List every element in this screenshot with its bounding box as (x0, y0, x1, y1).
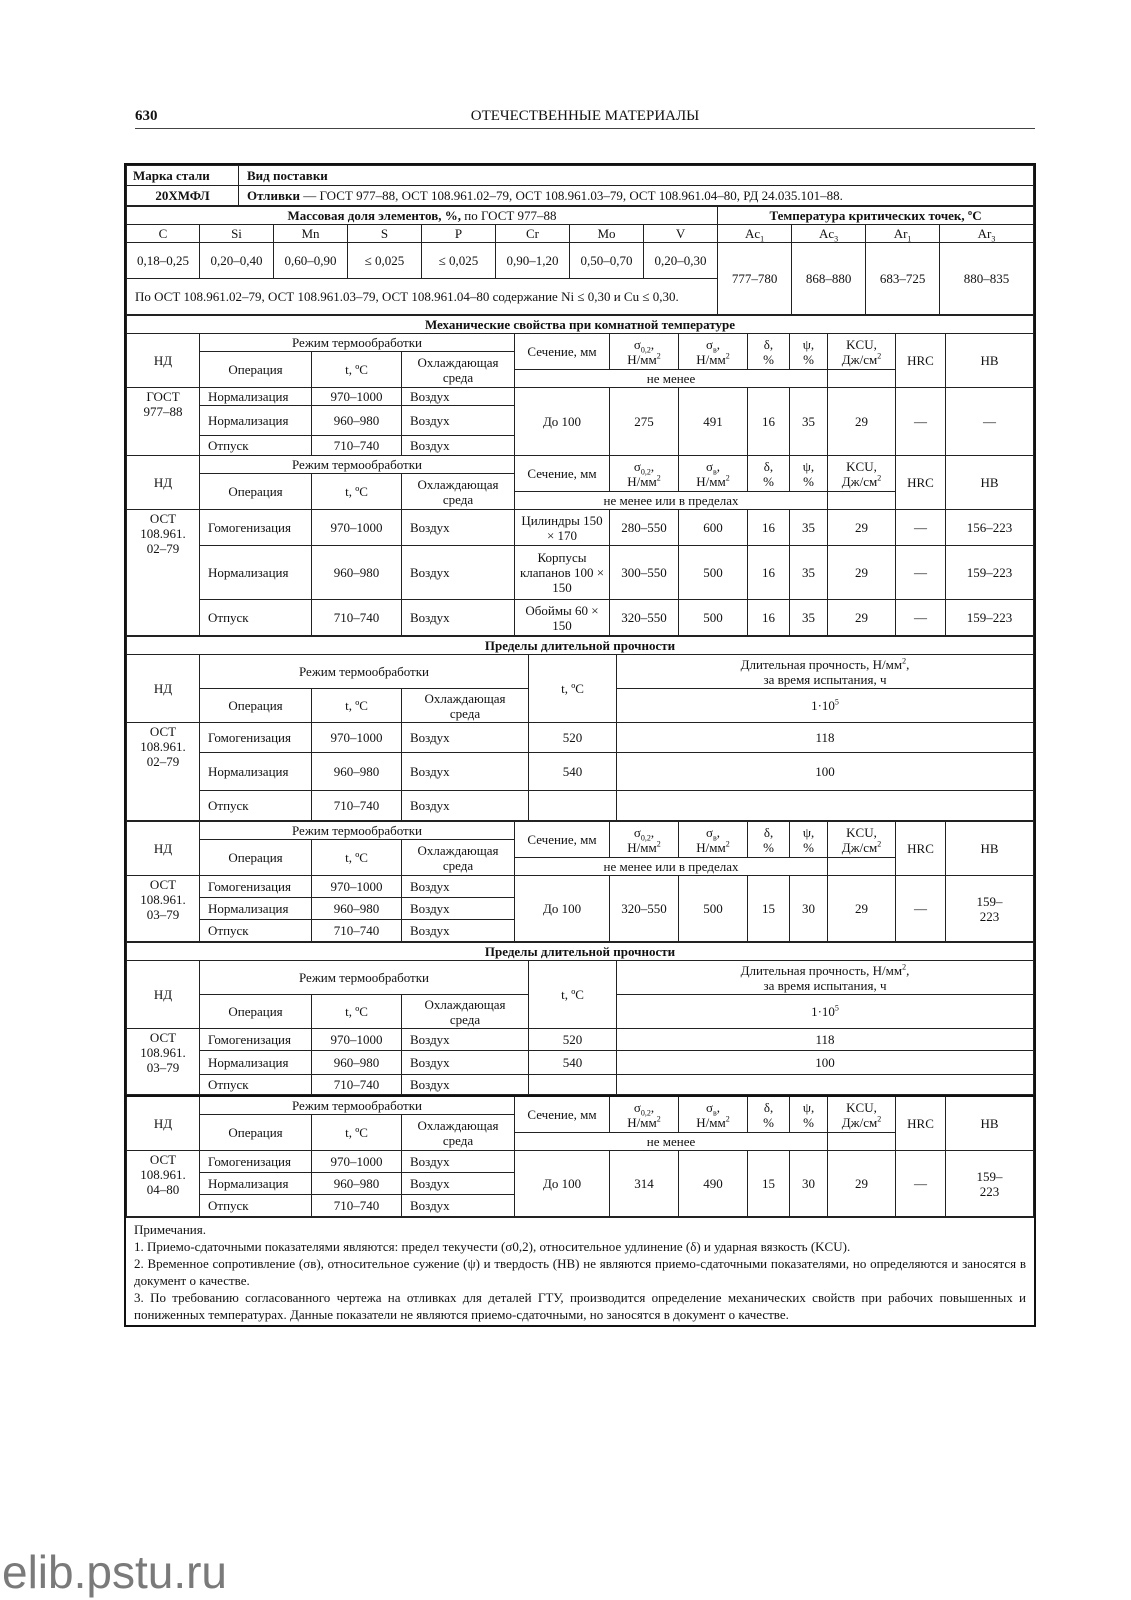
value-cr: 0,90–1,20 (496, 243, 570, 279)
operation-header: Операция (200, 1115, 312, 1151)
limit-header: не менее (515, 1133, 828, 1151)
temp-cell: 960–980 (312, 406, 402, 436)
point-ar1: $Ar_1$ (866, 225, 940, 243)
element-cr: Cr (496, 225, 570, 243)
creep-temp: 520 (529, 1029, 617, 1051)
value-ar3: 880–835 (940, 243, 1034, 315)
operation-cell: Нормализация (200, 388, 312, 406)
elongation-value: 15 (748, 1151, 790, 1217)
critical-points-title: Температура критических точек, ºС (718, 207, 1034, 225)
limit-header: не менее или в пределах (515, 858, 828, 876)
medium-cell: Воздух (402, 723, 529, 753)
medium-cell: Воздух (402, 406, 515, 436)
element-v: V (644, 225, 718, 243)
creep-title: Пределы длительной прочности (127, 637, 1034, 655)
nd-gost: ГОСТ 977–88 (127, 388, 200, 456)
elongation-value: 16 (748, 388, 790, 456)
temp-cell: 960–980 (312, 546, 402, 600)
hrc-value: — (896, 510, 946, 546)
grade-label: Марка стали (127, 166, 239, 186)
creep-temp (529, 791, 617, 821)
nd-ost03: ОСТ 108.961. 03–79 (127, 876, 200, 942)
page-number: 630 (135, 108, 158, 124)
operation-cell: Нормализация (200, 1173, 312, 1195)
creep-value: 118 (617, 1029, 1034, 1051)
limit-header: не менее или в пределах (515, 492, 828, 510)
tensile-value: 490 (679, 1151, 748, 1217)
nd-header: НД (127, 961, 200, 1029)
hb-value: 159–223 (946, 600, 1034, 636)
value-ac3: 868–880 (792, 243, 866, 315)
creep-table-ost03 (126, 942, 1034, 1095)
steel-datasheet-table (124, 163, 1036, 1327)
yield-value: 320–550 (610, 600, 679, 636)
yield-value: 320–550 (610, 876, 679, 942)
elongation-header: δ, % (748, 334, 790, 370)
elongation-value: 16 (748, 600, 790, 636)
elongation-value: 16 (748, 546, 790, 600)
operation-header: Операция (200, 689, 312, 723)
yield-header: $\sigma_{0,2}$, $Н/мм^2$ (610, 1096, 679, 1133)
creep-temp: 520 (529, 723, 617, 753)
yield-value: 314 (610, 1151, 679, 1217)
temp-cell: 710–740 (312, 791, 402, 821)
operation-cell: Отпуск (200, 1195, 312, 1217)
section-cell: До 100 (515, 1151, 610, 1217)
hb-header: HB (946, 822, 1034, 876)
operation-cell: Гомогенизация (200, 1151, 312, 1173)
hb-value: 159–223 (946, 546, 1034, 600)
tensile-value: 500 (679, 600, 748, 636)
kcu-value: 29 (828, 1151, 896, 1217)
nd-header: НД (127, 456, 200, 510)
value-s: ≤ 0,025 (348, 243, 422, 279)
operation-cell: Отпуск (200, 436, 312, 456)
kcu-value: 29 (828, 388, 896, 456)
note-1: 1. Приемо-сдаточными показателями являются: предел текучести (σ0,2), относительное удлинение (δ) и ударная вязкость (KCU). (134, 1239, 851, 1254)
kcu-value: 29 (828, 546, 896, 600)
medium-cell: Воздух (402, 1173, 515, 1195)
kcu-value: 29 (828, 510, 896, 546)
section-header: Сечение, мм (515, 822, 610, 858)
element-s: S (348, 225, 422, 243)
medium-cell: Воздух (402, 1051, 529, 1075)
yield-header: $\sigma_{0,2}$, $Н/мм^2$ (610, 334, 679, 370)
medium-cell: Воздух (402, 876, 515, 898)
operation-cell: Нормализация (200, 753, 312, 791)
tensile-header: $\sigma_в$, $Н/мм^2$ (679, 822, 748, 858)
elongation-value: 15 (748, 876, 790, 942)
temp-cell: 960–980 (312, 1173, 402, 1195)
regime-header: Режим термообработки (200, 655, 529, 689)
section-cell: Обоймы 60 × 150 (515, 600, 610, 636)
section-cell: Корпусы клапанов 100 × 150 (515, 546, 610, 600)
medium-cell: Воздух (402, 510, 515, 546)
operation-header: Операция (200, 352, 312, 388)
nd-header: НД (127, 655, 200, 723)
limit-header: не менее (515, 370, 828, 388)
reduction-value: 35 (790, 600, 828, 636)
kcu-header: KCU, $Дж/см^2$ (828, 822, 896, 858)
medium-cell: Воздух (402, 753, 529, 791)
value-ac1: 777–780 (718, 243, 792, 315)
operation-cell: Отпуск (200, 920, 312, 942)
creep-time-header: $1\cdot 10^5$ (617, 689, 1034, 723)
temp-cell: 710–740 (312, 920, 402, 942)
creep-strength-header: Длительная прочность, $Н/мм^2$, за время испытания, ч (617, 655, 1034, 689)
kcu-header: KCU, $Дж/см^2$ (828, 334, 896, 370)
section-header: Сечение, мм (515, 334, 610, 370)
temp-cell: 710–740 (312, 1195, 402, 1217)
temp-header: t, ºС (312, 1115, 402, 1151)
temp-cell: 970–1000 (312, 388, 402, 406)
medium-cell: Воздух (402, 600, 515, 636)
creep-value: 100 (617, 753, 1034, 791)
composition-table (126, 206, 1034, 315)
reduction-value: 35 (790, 510, 828, 546)
medium-cell: Воздух (402, 898, 515, 920)
kcu-value: 29 (828, 876, 896, 942)
reduction-header: ψ, % (790, 456, 828, 492)
creep-table-ost02 (126, 636, 1034, 821)
hrc-value: — (896, 876, 946, 942)
elongation-header: δ, % (748, 822, 790, 858)
mech-table-ost04 (126, 1095, 1034, 1217)
tensile-value: 500 (679, 546, 748, 600)
temp-cell: 970–1000 (312, 1151, 402, 1173)
mech-table-ost03 (126, 821, 1034, 942)
medium-cell: Воздух (402, 1029, 529, 1051)
element-p: P (422, 225, 496, 243)
medium-cell: Воздух (402, 791, 529, 821)
value-c: 0,18–0,25 (127, 243, 200, 279)
medium-cell: Воздух (402, 1075, 529, 1095)
operation-cell: Гомогенизация (200, 510, 312, 546)
operation-cell: Отпуск (200, 791, 312, 821)
value-mo: 0,50–0,70 (570, 243, 644, 279)
yield-header: $\sigma_{0,2}$, $Н/мм^2$ (610, 456, 679, 492)
yield-value: 280–550 (610, 510, 679, 546)
medium-header: Охлаждающая среда (402, 689, 529, 723)
nd-header: НД (127, 334, 200, 388)
section-cell: Цилиндры 150 × 170 (515, 510, 610, 546)
creep-value (617, 1075, 1034, 1095)
nd-header: НД (127, 1096, 200, 1151)
value-v: 0,20–0,30 (644, 243, 718, 279)
medium-cell: Воздух (402, 546, 515, 600)
point-ar3: $Ar_3$ (940, 225, 1034, 243)
creep-temp: 540 (529, 753, 617, 791)
section-header: Сечение, мм (515, 1096, 610, 1133)
hrc-header: HRC (896, 456, 946, 510)
hb-value: 159– 223 (946, 876, 1034, 942)
nd-ost02: ОСТ 108.961. 02–79 (127, 723, 200, 821)
mech-table-gost (126, 315, 1034, 636)
reduction-value: 35 (790, 388, 828, 456)
regime-header: Режим термообработки (200, 334, 515, 352)
grade-table (126, 165, 1034, 206)
tensile-value: 500 (679, 876, 748, 942)
medium-cell: Воздух (402, 388, 515, 406)
medium-cell: Воздух (402, 1151, 515, 1173)
kcu-value: 29 (828, 600, 896, 636)
operation-cell: Гомогенизация (200, 1029, 312, 1051)
hrc-value: — (896, 546, 946, 600)
regime-header: Режим термообработки (200, 822, 515, 840)
notes-title: Примечания. (134, 1222, 206, 1237)
operation-cell: Отпуск (200, 1075, 312, 1095)
hrc-value: — (896, 388, 946, 456)
tensile-header: $\sigma_в$, $Н/мм^2$ (679, 456, 748, 492)
composition-note: По ОСТ 108.961.02–79, ОСТ 108.961.03–79, ОСТ 108.961.04–80 содержание Ni ≤ 0,30 и Cu ≤ 0,30. (127, 279, 718, 315)
element-mo: Mo (570, 225, 644, 243)
operation-header: Операция (200, 474, 312, 510)
value-ar1: 683–725 (866, 243, 940, 315)
operation-cell: Гомогенизация (200, 723, 312, 753)
operation-cell: Нормализация (200, 898, 312, 920)
creep-value (617, 791, 1034, 821)
grade-value: 20ХМФЛ (127, 186, 239, 206)
note-3: 3. По требованию согласованного чертежа на отливках для деталей ГТУ, производится определение механических свойств при рабочих повышенных и пониженных температурах. Данные показатели не являются приемо-сдаточными, но заносятся в документ о качестве. (134, 1290, 1026, 1322)
creep-title: Пределы длительной прочности (127, 943, 1034, 961)
section-cell: До 100 (515, 388, 610, 456)
hrc-value: — (896, 1151, 946, 1217)
temp-cell: 710–740 (312, 1075, 402, 1095)
kcu-header: KCU, $Дж/см^2$ (828, 456, 896, 492)
regime-header: Режим термообработки (200, 961, 529, 995)
tensile-value: 600 (679, 510, 748, 546)
operation-cell: Гомогенизация (200, 876, 312, 898)
tensile-header: $\sigma_в$, $Н/мм^2$ (679, 334, 748, 370)
temp-cell: 970–1000 (312, 1029, 402, 1051)
nd-ost02: ОСТ 108.961. 02–79 (127, 510, 200, 636)
reduction-header: ψ, % (790, 1096, 828, 1133)
mech-title: Механические свойства при комнатной температуре (127, 316, 1034, 334)
section-cell: До 100 (515, 876, 610, 942)
creep-temp (529, 1075, 617, 1095)
reduction-header: ψ, % (790, 822, 828, 858)
hb-value: 156–223 (946, 510, 1034, 546)
hb-header: HB (946, 456, 1034, 510)
temp-header: t, ºС (529, 961, 617, 1029)
page-header (135, 108, 1035, 129)
nd-ost03: ОСТ 108.961. 03–79 (127, 1029, 200, 1095)
yield-value: 300–550 (610, 546, 679, 600)
elongation-value: 16 (748, 510, 790, 546)
medium-cell: Воздух (402, 436, 515, 456)
nd-header: НД (127, 822, 200, 876)
elongation-header: δ, % (748, 456, 790, 492)
temp-cell: 960–980 (312, 753, 402, 791)
point-ac3: $Ac_3$ (792, 225, 866, 243)
medium-header: Охлаждающая среда (402, 1115, 515, 1151)
creep-temp: 540 (529, 1051, 617, 1075)
medium-header: Охлаждающая среда (402, 840, 515, 876)
elongation-header: δ, % (748, 1096, 790, 1133)
running-title: ОТЕЧЕСТВЕННЫЕ МАТЕРИАЛЫ (470, 108, 700, 124)
temp-header: t, ºС (312, 840, 402, 876)
medium-header: Охлаждающая среда (402, 352, 515, 388)
temp-cell: 970–1000 (312, 876, 402, 898)
medium-cell: Воздух (402, 1195, 515, 1217)
reduction-value: 30 (790, 876, 828, 942)
point-ac1: $Ac_1$ (718, 225, 792, 243)
operation-header: Операция (200, 840, 312, 876)
operation-header: Операция (200, 995, 312, 1029)
value-p: ≤ 0,025 (422, 243, 496, 279)
reduction-value: 35 (790, 546, 828, 600)
regime-header: Режим термообработки (200, 1096, 515, 1115)
hrc-header: HRC (896, 334, 946, 388)
creep-strength-header: Длительная прочность, $Н/мм^2$, за время испытания, ч (617, 961, 1034, 995)
hrc-value: — (896, 600, 946, 636)
temp-cell: 710–740 (312, 600, 402, 636)
hb-header: HB (946, 1096, 1034, 1151)
note-2: 2. Временное сопротивление (σв), относительное сужение (ψ) и твердость (НВ) не являются приемо-сдаточными показателями, но определяются и заносятся в документ о качестве. (134, 1256, 1026, 1288)
operation-cell: Нормализация (200, 546, 312, 600)
reduction-value: 30 (790, 1151, 828, 1217)
creep-value: 100 (617, 1051, 1034, 1075)
hb-value: 159– 223 (946, 1151, 1034, 1217)
creep-value: 118 (617, 723, 1034, 753)
temp-cell: 970–1000 (312, 510, 402, 546)
temp-header: t, ºС (529, 655, 617, 723)
operation-cell: Отпуск (200, 600, 312, 636)
value-si: 0,20–0,40 (200, 243, 274, 279)
yield-header: $\sigma_{0,2}$, $Н/мм^2$ (610, 822, 679, 858)
element-mn: Mn (274, 225, 348, 243)
supply-kind: Отливки (247, 188, 300, 203)
element-si: Si (200, 225, 274, 243)
notes (126, 1217, 1034, 1325)
hrc-header: HRC (896, 1096, 946, 1151)
hrc-header: HRC (896, 822, 946, 876)
reduction-header: ψ, % (790, 334, 828, 370)
operation-cell: Нормализация (200, 1051, 312, 1075)
composition-title: Массовая доля элементов, %, по ГОСТ 977–88 (127, 207, 718, 225)
kcu-header: KCU, $Дж/см^2$ (828, 1096, 896, 1133)
regime-header: Режим термообработки (200, 456, 515, 474)
temp-header: t, ºС (312, 474, 402, 510)
temp-cell: 960–980 (312, 1051, 402, 1075)
temp-cell: 970–1000 (312, 723, 402, 753)
temp-header: t, ºС (312, 689, 402, 723)
temp-cell: 710–740 (312, 436, 402, 456)
hb-value: — (946, 388, 1034, 456)
supply-value (239, 186, 1034, 206)
value-mn: 0,60–0,90 (274, 243, 348, 279)
creep-time-header: $1\cdot 10^5$ (617, 995, 1034, 1029)
medium-cell: Воздух (402, 920, 515, 942)
tensile-header: $\sigma_в$, $Н/мм^2$ (679, 1096, 748, 1133)
operation-cell: Нормализация (200, 406, 312, 436)
temp-header: t, ºС (312, 352, 402, 388)
medium-header: Охлаждающая среда (402, 995, 529, 1029)
nd-ost04: ОСТ 108.961. 04–80 (127, 1151, 200, 1217)
supply-standards: — ГОСТ 977–88, ОСТ 108.961.02–79, ОСТ 108.961.03–79, ОСТ 108.961.04–80, РД 24.035.101–88. (299, 188, 843, 203)
medium-header: Охлаждающая среда (402, 474, 515, 510)
temp-cell: 960–980 (312, 898, 402, 920)
section-header: Сечение, мм (515, 456, 610, 492)
hb-header: HB (946, 334, 1034, 388)
supply-label: Вид поставки (239, 166, 1034, 186)
element-c: C (127, 225, 200, 243)
tensile-value: 491 (679, 388, 748, 456)
yield-value: 275 (610, 388, 679, 456)
watermark: elib.pstu.ru (2, 1546, 228, 1598)
temp-header: t, ºС (312, 995, 402, 1029)
